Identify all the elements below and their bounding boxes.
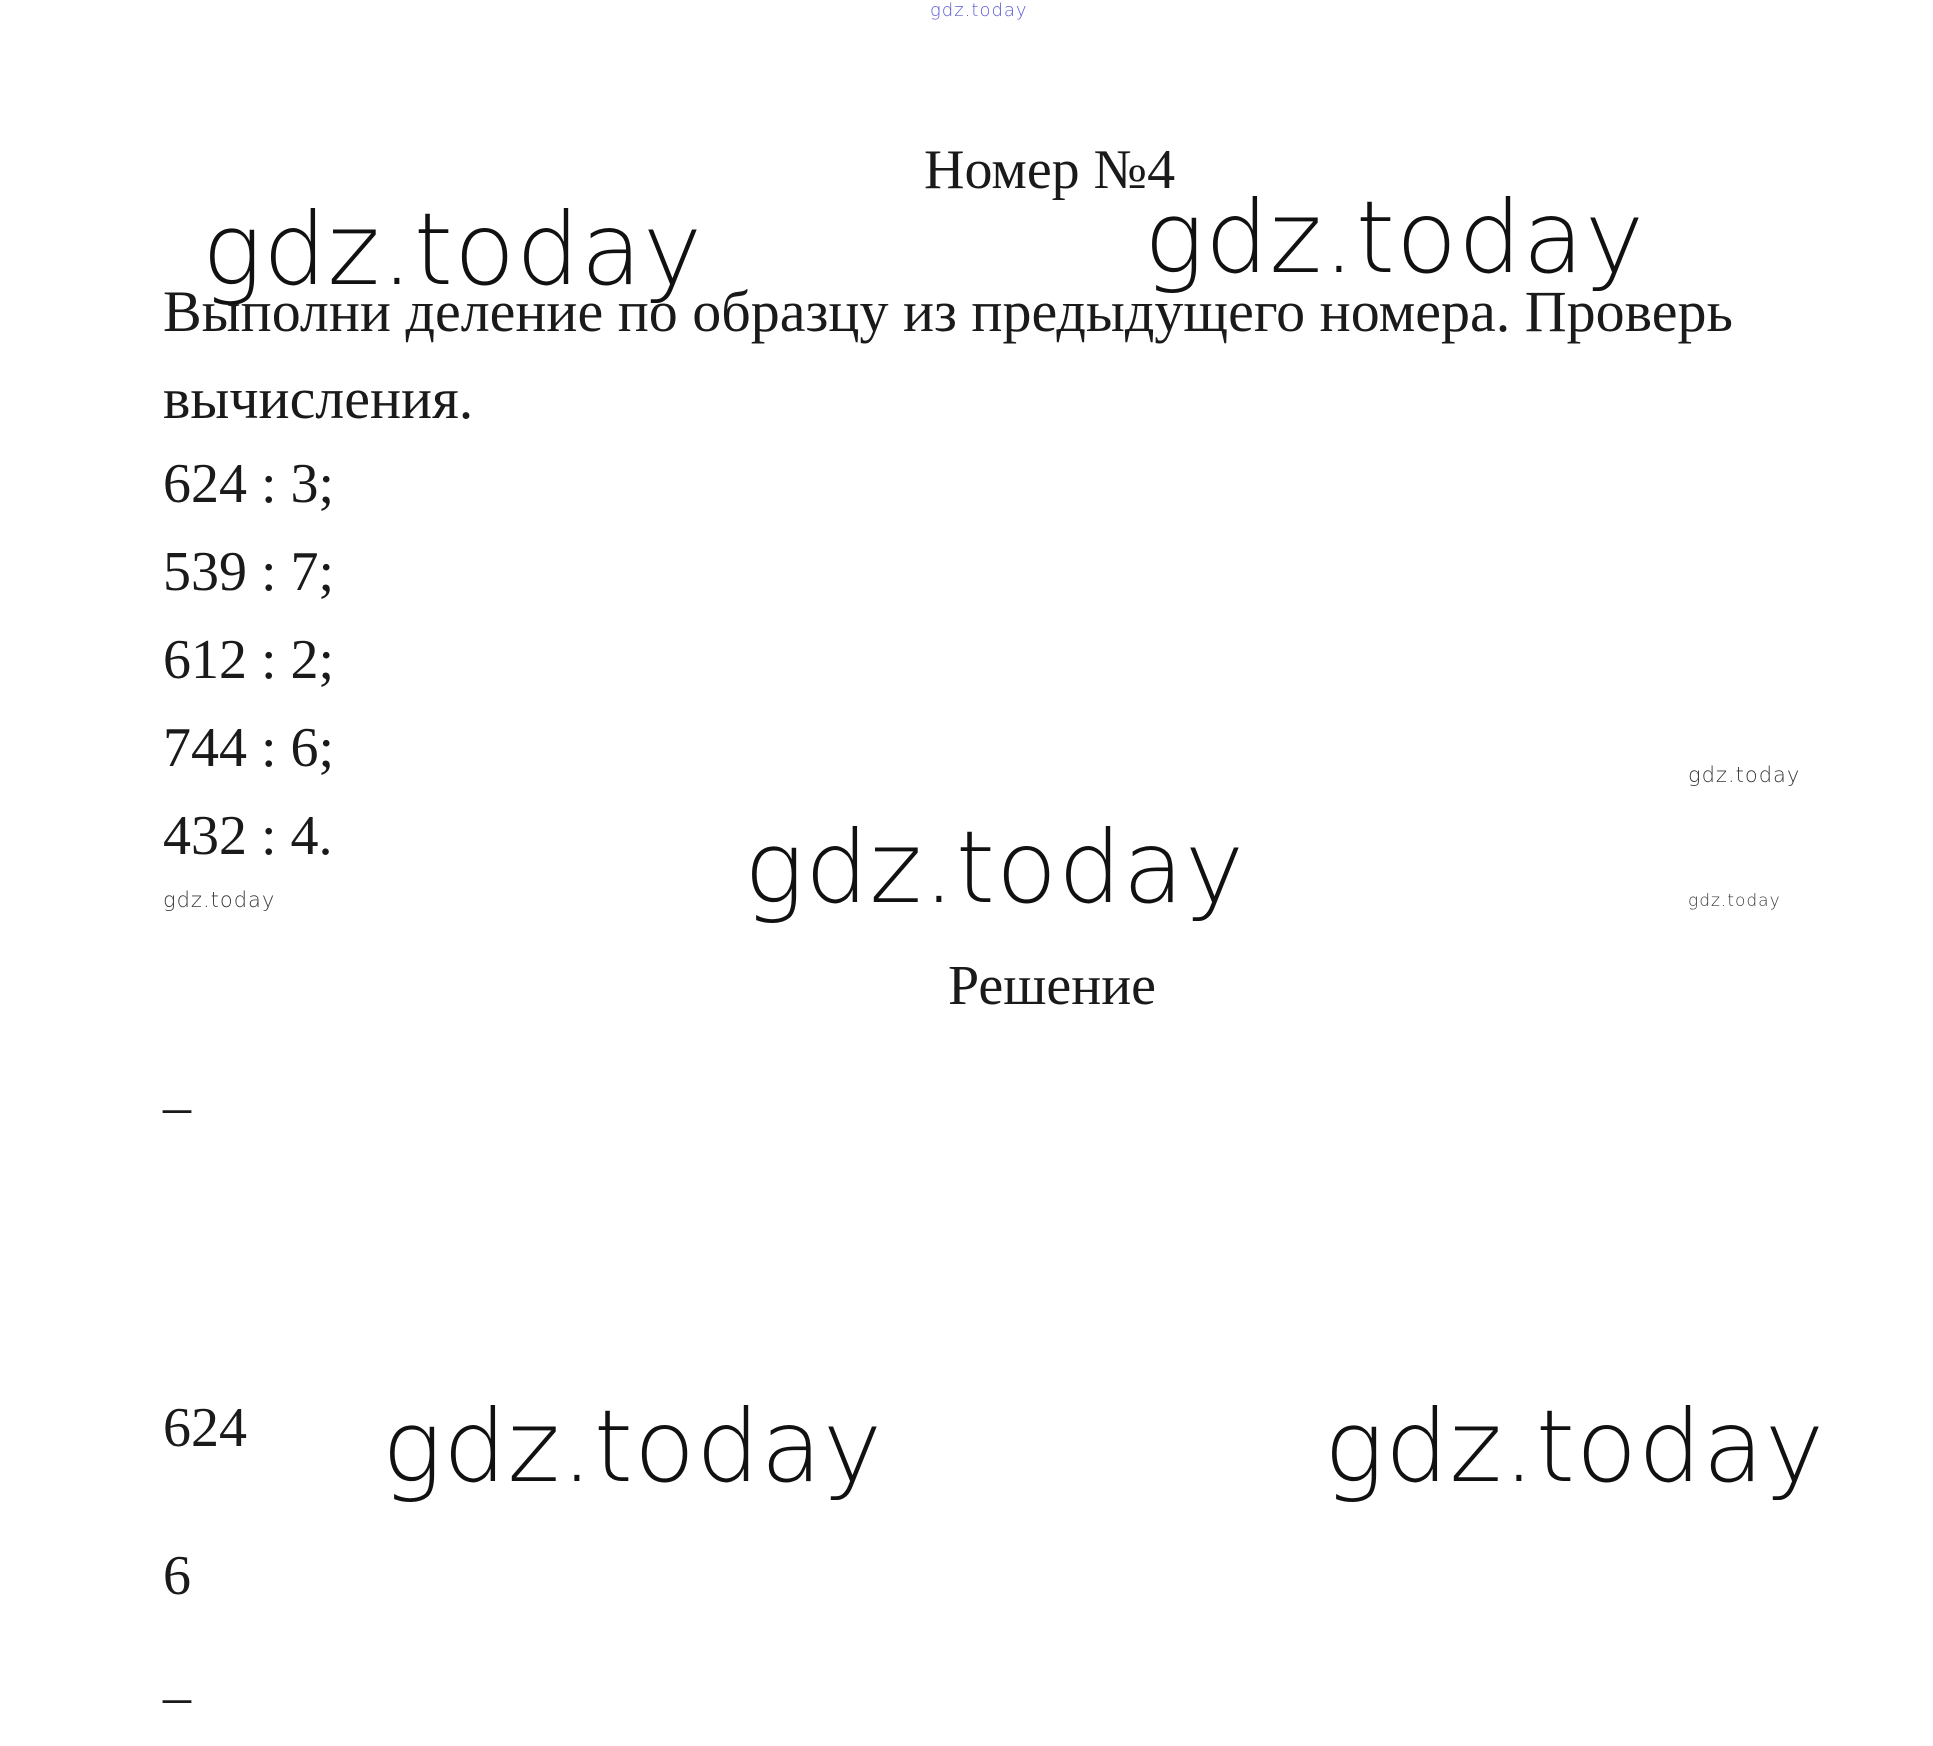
- watermark-large: gdz.today: [1324, 1388, 1826, 1505]
- expression-item: 612 : 2;: [163, 629, 335, 691]
- expression-item: 624 : 3;: [163, 453, 335, 515]
- division-dividend: 624: [163, 1397, 247, 1459]
- watermark-large: gdz.today: [382, 1388, 884, 1505]
- task-text: Выполни деление по образцу из предыдущего номера. Проверь вычисления.: [163, 279, 1733, 431]
- division-minus-sign: _: [163, 1057, 191, 1119]
- page-title: Номер №4: [924, 139, 1176, 201]
- watermark-small: gdz.today: [1688, 763, 1801, 787]
- expression-item: 432 : 4.: [163, 805, 333, 867]
- watermark-small: gdz.today: [163, 888, 276, 912]
- watermark-small: gdz.today: [1688, 891, 1781, 911]
- division-subtrahend: 6: [163, 1545, 191, 1607]
- expression-item: 539 : 7;: [163, 541, 335, 603]
- division-minus-sign: _: [163, 1647, 191, 1709]
- watermark-top: gdz.today: [930, 0, 1028, 21]
- watermark-large: gdz.today: [744, 809, 1246, 926]
- watermark-large: gdz.today: [1144, 179, 1646, 296]
- watermark-large: gdz.today: [202, 191, 704, 308]
- expression-item: 744 : 6;: [163, 717, 335, 779]
- solution-heading: Решение: [948, 955, 1157, 1017]
